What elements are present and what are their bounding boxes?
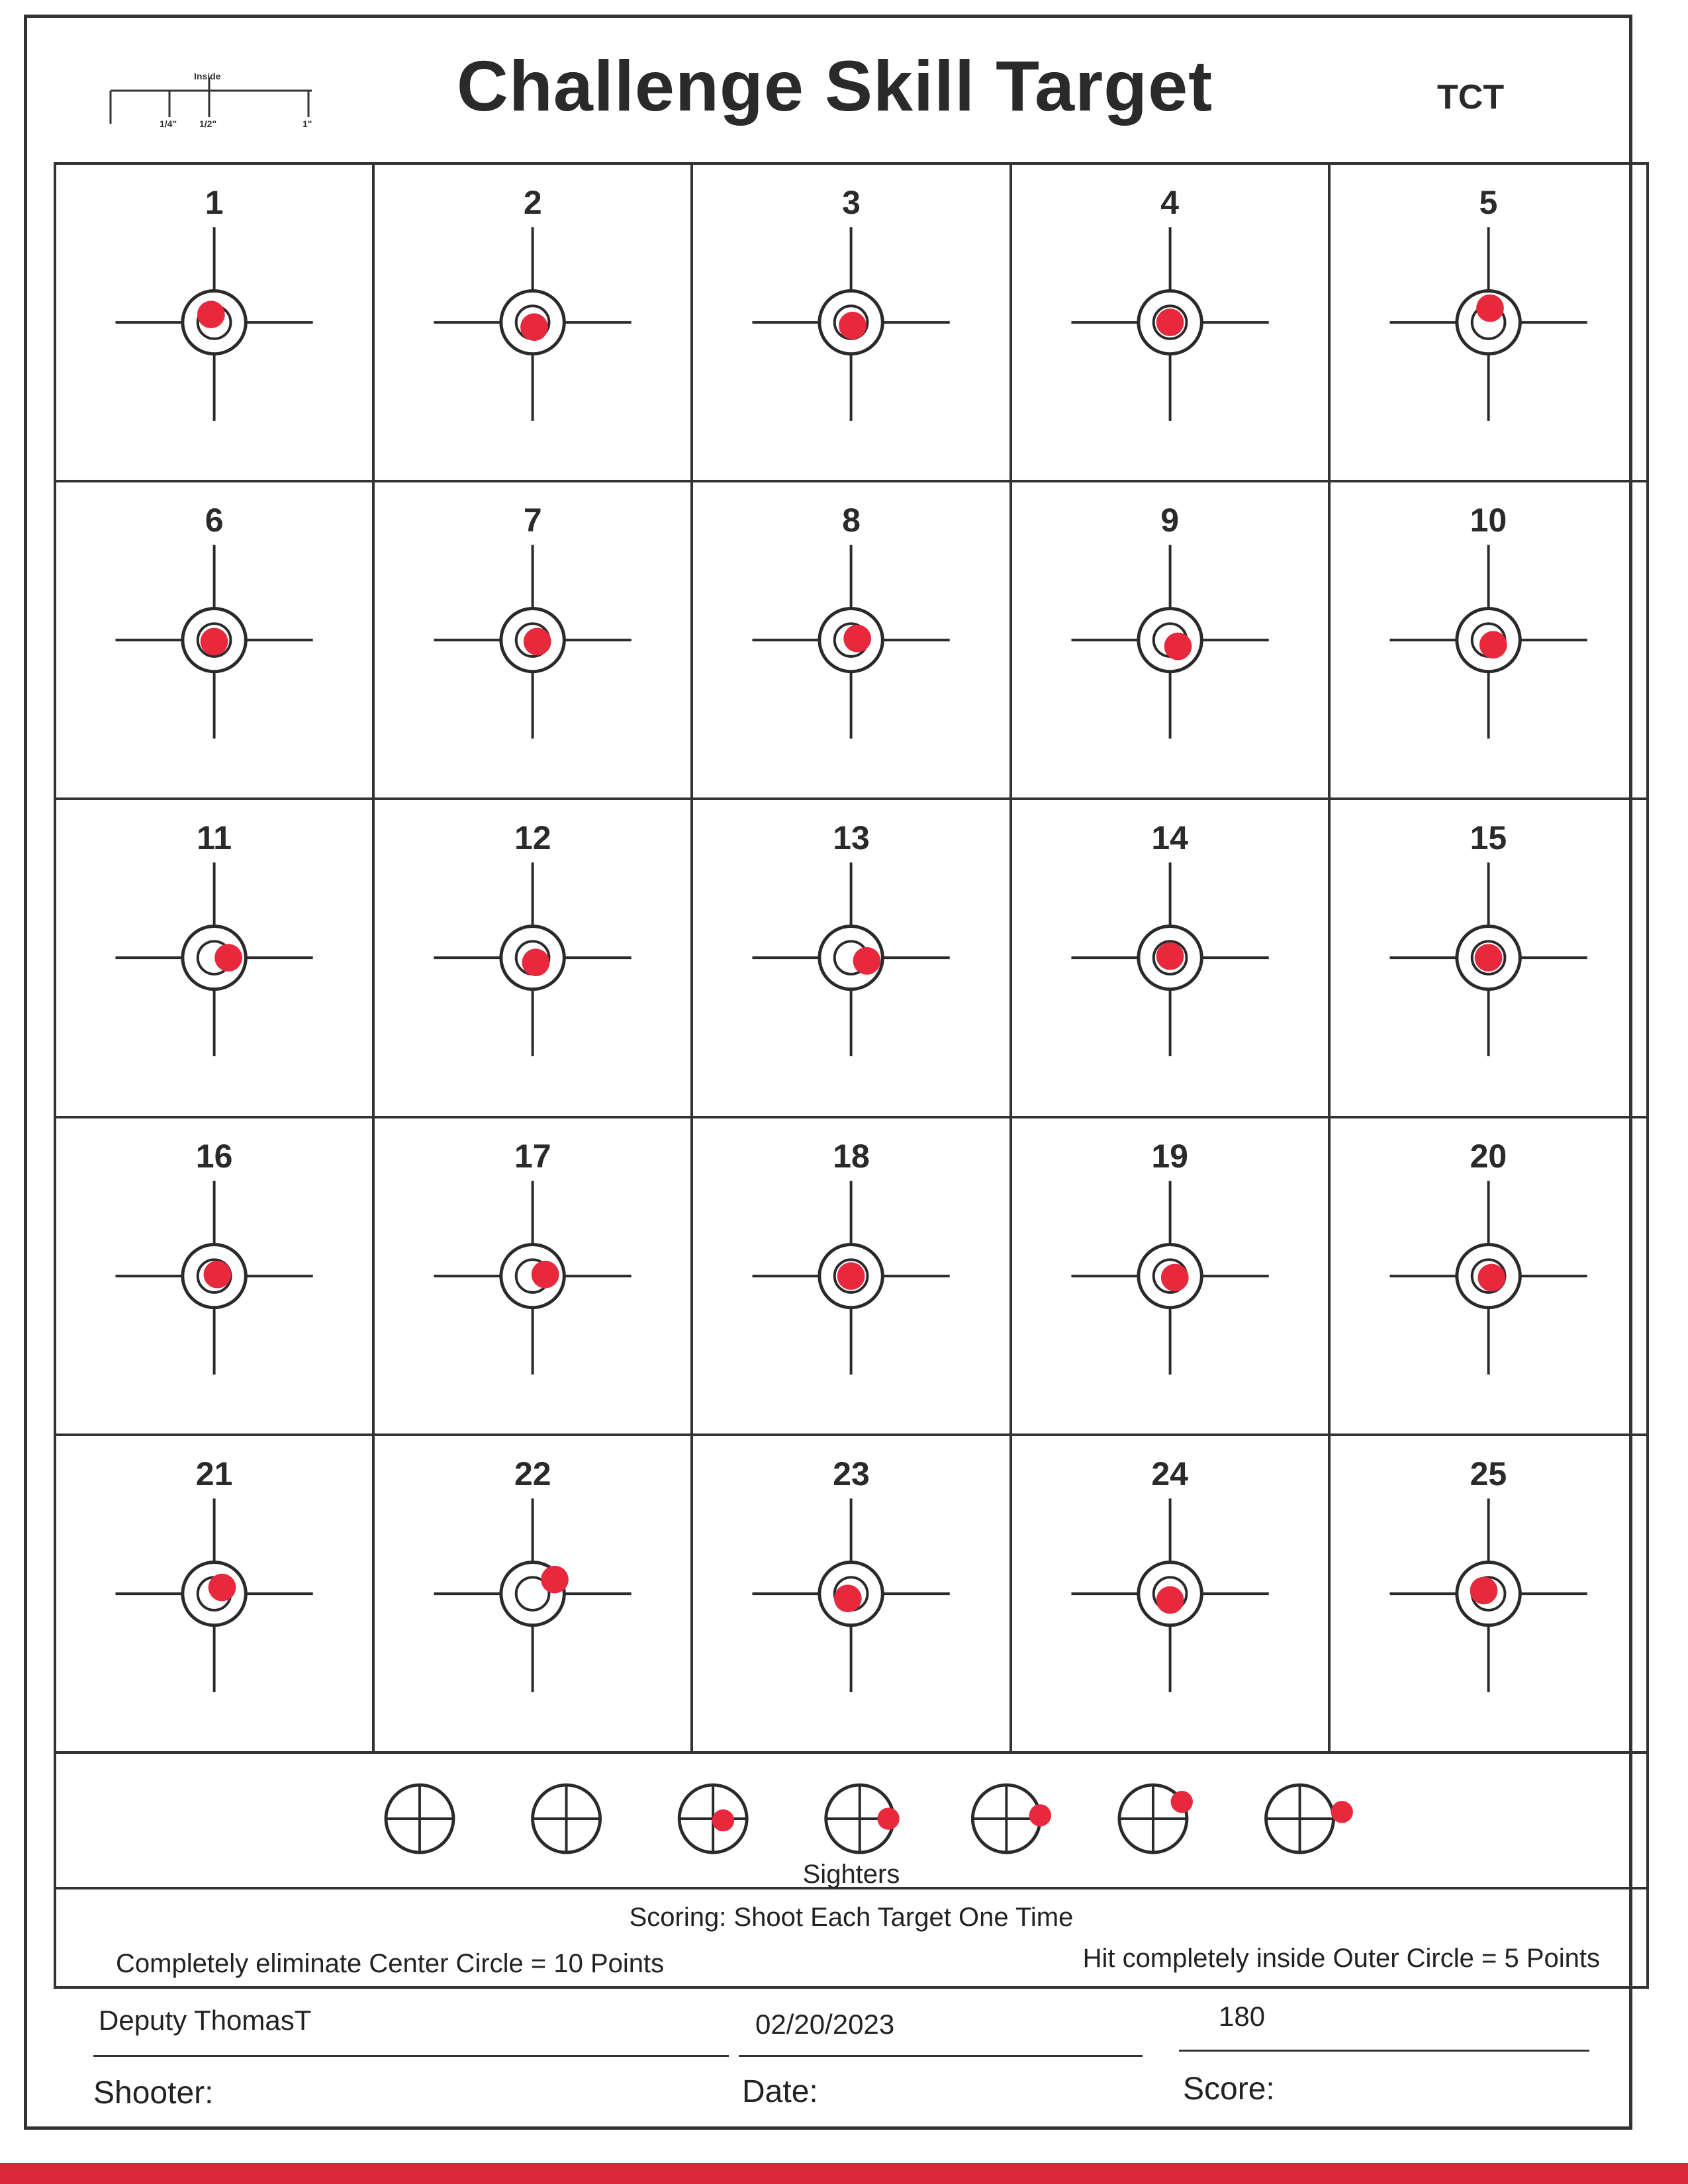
- target-reticle: [375, 482, 690, 797]
- target-cell: [375, 1118, 693, 1436]
- target-number: 16: [195, 1137, 233, 1175]
- sighter-hit: [1331, 1801, 1353, 1823]
- target-number: 4: [1160, 184, 1180, 221]
- target-cell: [1012, 1118, 1331, 1436]
- target-cell: [56, 1436, 375, 1754]
- target-reticle: [693, 800, 1009, 1115]
- target-reticle: [1012, 1118, 1328, 1433]
- target-reticle: [1012, 165, 1328, 480]
- date-line: [739, 2055, 1143, 2057]
- bullet-hit: [520, 313, 548, 341]
- target-cell: [56, 165, 375, 482]
- bullet-hit: [839, 312, 867, 340]
- target-cell: [1012, 800, 1331, 1118]
- sighter-target: [972, 1785, 1051, 1852]
- sighter-hit: [877, 1807, 899, 1829]
- target-number: 24: [1151, 1455, 1188, 1492]
- score-line: [1179, 2050, 1589, 2052]
- sighter-hit: [712, 1809, 734, 1831]
- target-reticle: [693, 165, 1009, 480]
- target-number: 1: [205, 184, 224, 221]
- target-cell: [693, 800, 1011, 1118]
- target-reticle: [1331, 482, 1646, 797]
- scoring-panel: [54, 1889, 1649, 1989]
- target-reticle: [375, 800, 690, 1115]
- target-cell: [1331, 165, 1649, 482]
- sighter-target: [679, 1785, 747, 1852]
- target-cell: [1012, 482, 1331, 800]
- scoring-title: Scoring: Shoot Each Target One Time: [629, 1903, 1074, 1932]
- target-number: 25: [1470, 1455, 1507, 1492]
- bullet-hit: [853, 947, 881, 975]
- target-grid: [54, 162, 1649, 1754]
- target-number: 12: [514, 819, 551, 857]
- target-cell: [1331, 1118, 1649, 1436]
- target-number: 5: [1479, 184, 1498, 221]
- bullet-hit: [541, 1566, 569, 1594]
- bullet-hit: [203, 1260, 231, 1288]
- target-cell: [1012, 1436, 1331, 1754]
- target-reticle: [1012, 482, 1328, 797]
- target-cell: [375, 1436, 693, 1754]
- bullet-hit: [1164, 633, 1192, 660]
- shooter-label: Shooter:: [93, 2075, 214, 2111]
- scale-label-inside: Inside: [194, 71, 221, 81]
- shooter-value: Deputy ThomasT: [99, 2005, 312, 2036]
- bullet-hit: [1160, 1263, 1188, 1291]
- sighters-panel: [54, 1754, 1649, 1889]
- sighter-target: [1266, 1785, 1353, 1852]
- target-number: 11: [197, 819, 232, 857]
- target-cell: [693, 482, 1011, 800]
- target-reticle: [1012, 1436, 1328, 1751]
- target-code: TCT: [1437, 78, 1505, 116]
- bullet-hit: [197, 300, 225, 328]
- bullet-hit: [834, 1584, 862, 1612]
- bullet-hit: [214, 944, 242, 972]
- target-number: 17: [514, 1137, 551, 1175]
- target-cell: [1331, 800, 1649, 1118]
- target-cell: [375, 800, 693, 1118]
- target-number: 8: [842, 502, 861, 539]
- target-reticle: [693, 1118, 1009, 1433]
- bullet-hit: [837, 1262, 865, 1290]
- date-label: Date:: [742, 2074, 818, 2109]
- bullet-hit: [522, 949, 550, 977]
- target-sheet: [24, 15, 1632, 2130]
- bullet-hit: [1156, 942, 1184, 970]
- bullet-hit: [1479, 631, 1507, 659]
- target-reticle: [56, 1436, 372, 1751]
- target-reticle: [1331, 165, 1646, 480]
- target-cell: [693, 165, 1011, 482]
- scale-label-one: 1": [303, 118, 312, 129]
- target-cell: [693, 1436, 1011, 1754]
- target-reticle: [1331, 1436, 1646, 1751]
- target-number: 6: [205, 502, 224, 539]
- target-cell: [375, 165, 693, 482]
- target-number: 3: [842, 184, 861, 221]
- target-reticle: [1331, 1118, 1646, 1433]
- target-cell: [56, 482, 375, 800]
- target-reticle: [693, 1436, 1009, 1751]
- target-cell: [56, 1118, 375, 1436]
- target-reticle: [56, 800, 372, 1115]
- target-reticle: [375, 1118, 690, 1433]
- bullet-hit: [1156, 1586, 1184, 1614]
- bullet-hit: [1475, 944, 1503, 972]
- target-number: 7: [523, 502, 542, 539]
- target-cell: [375, 482, 693, 800]
- target-number: 15: [1470, 819, 1507, 857]
- sighters-label: Sighters: [802, 1860, 900, 1889]
- target-number: 19: [1151, 1137, 1188, 1175]
- target-number: 10: [1470, 502, 1507, 539]
- target-number: 13: [833, 819, 870, 857]
- target-cell: [1012, 165, 1331, 482]
- sighter-target: [1119, 1785, 1193, 1852]
- bullet-hit: [1470, 1576, 1497, 1604]
- bullet-hit: [209, 1574, 236, 1602]
- target-number: 2: [523, 184, 542, 221]
- scale-label-quarter: 1/4": [160, 118, 177, 129]
- target-number: 22: [514, 1455, 551, 1492]
- target-reticle: [56, 482, 372, 797]
- target-reticle: [375, 1436, 690, 1751]
- sighter-hit: [1171, 1791, 1193, 1813]
- sighter-target: [386, 1785, 453, 1852]
- bullet-hit: [524, 628, 551, 656]
- score-value: 180: [1219, 2001, 1266, 2032]
- target-reticle: [56, 1118, 372, 1433]
- target-number: 9: [1160, 502, 1180, 539]
- size-scale: [107, 71, 332, 130]
- bullet-hit: [201, 628, 228, 656]
- target-reticle: [693, 482, 1009, 797]
- sighter-hit: [1029, 1804, 1051, 1826]
- target-number: 18: [833, 1137, 870, 1175]
- score-label: Score:: [1183, 2071, 1275, 2107]
- shooter-line: [93, 2055, 729, 2057]
- target-reticle: [1331, 800, 1646, 1115]
- target-reticle: [1012, 800, 1328, 1115]
- target-number: 21: [195, 1455, 233, 1492]
- date-value: 02/20/2023: [755, 2009, 895, 2040]
- scoring-rule-outer: Hit completely inside Outer Circle = 5 Points: [1082, 1944, 1600, 1973]
- target-number: 14: [1151, 819, 1188, 857]
- target-number: 20: [1470, 1137, 1507, 1175]
- bullet-hit: [1477, 1263, 1505, 1291]
- target-cell: [1331, 1436, 1649, 1754]
- sighter-target: [533, 1785, 600, 1852]
- scale-label-half: 1/2": [199, 118, 217, 129]
- sighter-target: [826, 1785, 900, 1852]
- bullet-hit: [532, 1260, 559, 1288]
- target-number: 23: [833, 1455, 870, 1492]
- target-cell: [693, 1118, 1011, 1436]
- target-reticle: [375, 165, 690, 480]
- bullet-hit: [1156, 308, 1184, 336]
- bullet-hit: [844, 625, 872, 653]
- target-cell: [1331, 482, 1649, 800]
- bullet-hit: [1476, 295, 1504, 322]
- scoring-rule-center: Completely eliminate Center Circle = 10 Points: [116, 1949, 665, 1978]
- page-title: Challenge Skill Target: [456, 46, 1213, 126]
- target-reticle: [56, 165, 372, 480]
- target-cell: [56, 800, 375, 1118]
- bottom-color-strip: [0, 2163, 1688, 2184]
